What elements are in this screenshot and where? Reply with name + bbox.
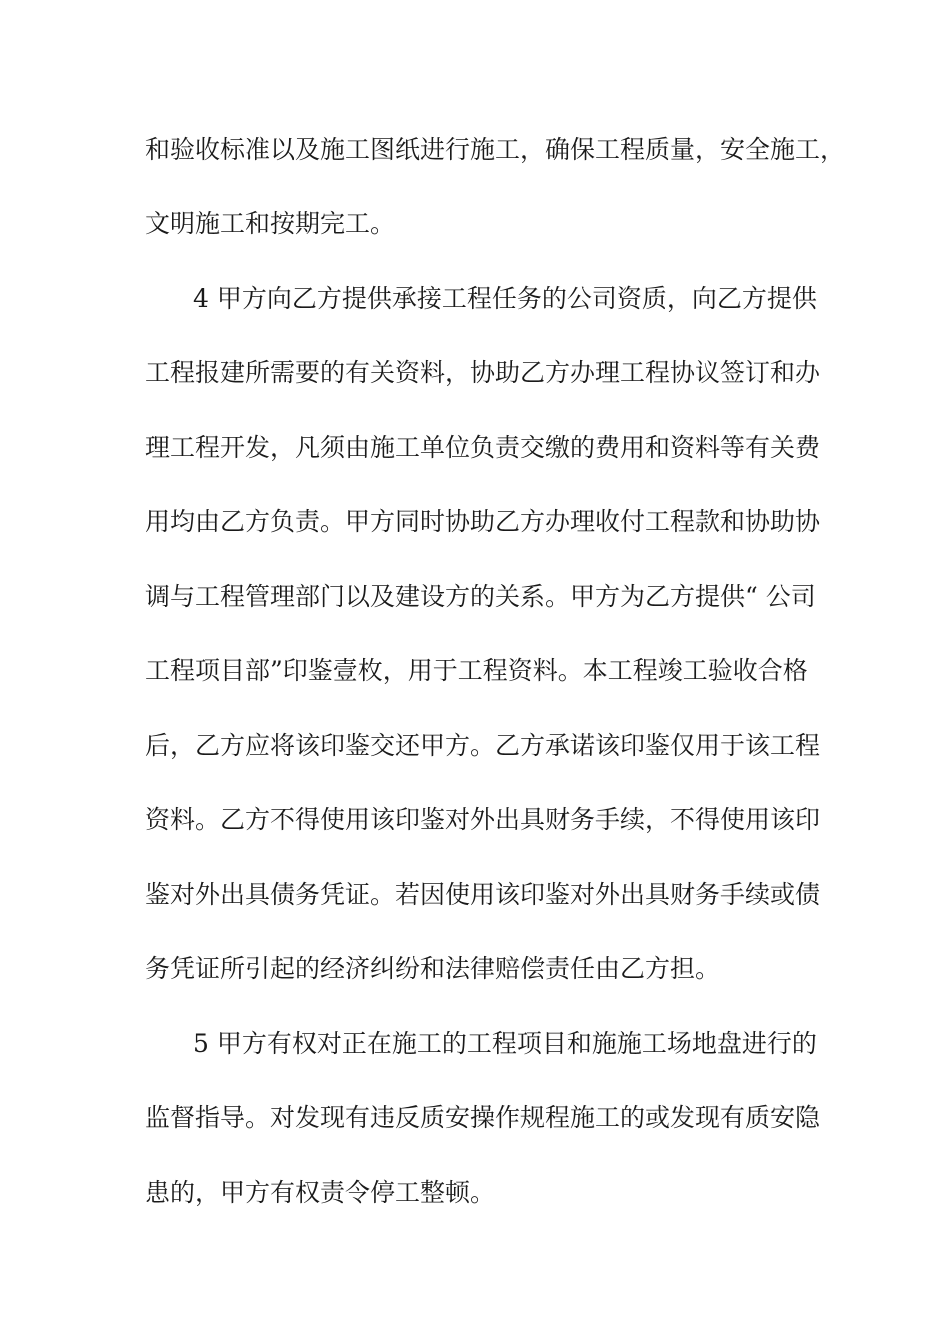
text-line: 理工程开发，凡须由施工单位负责交缴的费用和资料等有关费 [145, 433, 821, 462]
text-line: 文明施工和按期完工。 [145, 209, 396, 238]
text-line: 用均由乙方负责。甲方同时协助乙方办理收付工程款和协助协 [145, 507, 821, 536]
text-line: 资料。乙方不得使用该印鉴对外出具财务手续，不得使用该印 [145, 805, 821, 834]
text-line: 和验收标准以及施工图纸进行施工，确保工程质量，安全施工， [145, 135, 846, 164]
text-line: 患的，甲方有权责令停工整顿。 [145, 1178, 496, 1207]
text-line: 工程报建所需要的有关资料，协助乙方办理工程协议签订和办 [145, 358, 821, 387]
text-line: 后，乙方应将该印鉴交还甲方。乙方承诺该印鉴仅用于该工程 [145, 731, 821, 760]
text-line: 工程项目部”印鉴壹枚，用于工程资料。本工程竣工验收合格 [145, 656, 808, 685]
text-line: 务凭证所引起的经济纠纷和法律赔偿责任由乙方担。 [145, 954, 721, 983]
paragraph-4-start: 4 甲方向乙方提供承接工程任务的公司资质，向乙方提供 [193, 284, 817, 313]
text-line: 调与工程管理部门以及建设方的关系。甲方为乙方提供“ 公司 [145, 582, 816, 611]
text-line: 监督指导。对发现有违反质安操作规程施工的或发现有质安隐 [145, 1103, 821, 1132]
paragraph-5-start: 5 甲方有权对正在施工的工程项目和施施工场地盘进行的 [193, 1029, 817, 1058]
text-line: 鉴对外出具债务凭证。若因使用该印鉴对外出具财务手续或债 [145, 880, 821, 909]
